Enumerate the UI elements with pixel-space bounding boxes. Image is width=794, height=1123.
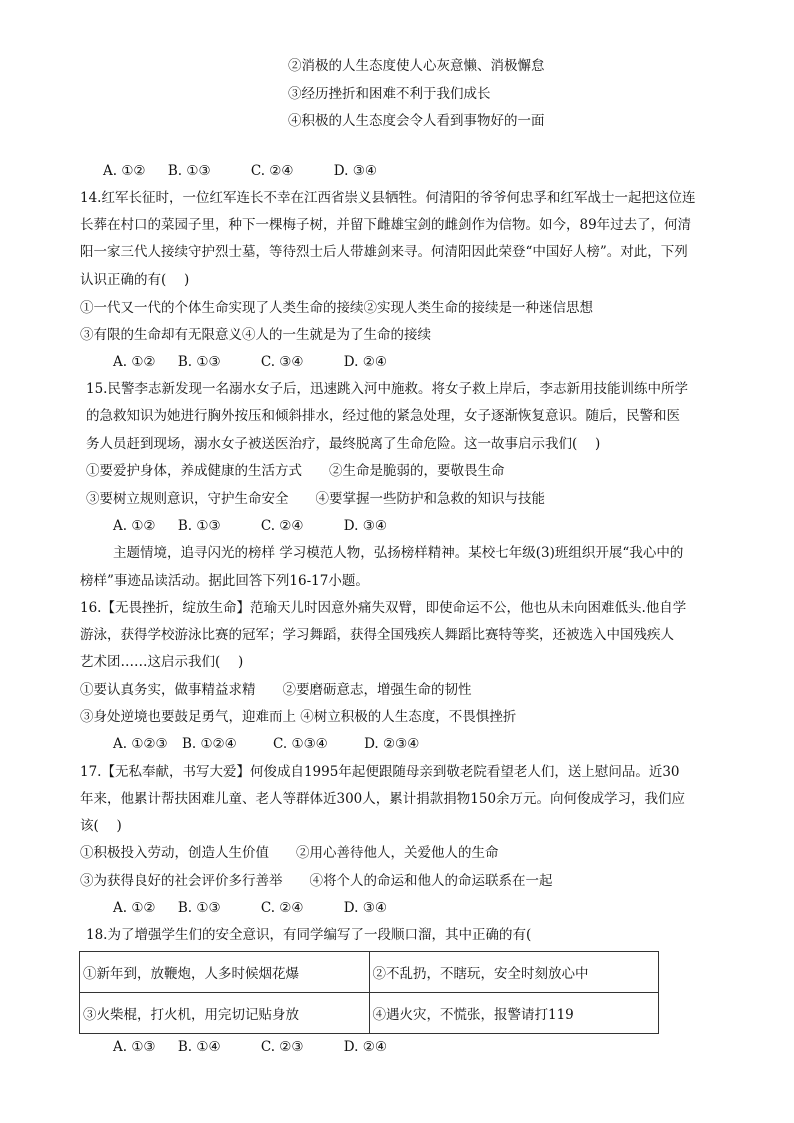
table-cell: ③火柴棍，打火机，用完切记贴身放 xyxy=(80,993,370,1034)
q18-rhyme-table xyxy=(79,951,659,1034)
q18-option-c[interactable]: C. ②③ xyxy=(260,1039,304,1055)
table-row xyxy=(80,952,659,993)
q14-option-c[interactable]: C. ③④ xyxy=(260,354,304,370)
q13-option-d[interactable]: D. ③④ xyxy=(333,163,377,179)
q17-stem-line: 年来，他累计帮扶困难儿童、老人等群体近300人，累计捐款捐物150余万元。向何俊成学习，我们应 xyxy=(80,791,686,807)
q13-item-3: ③经历挫折和困难不利于我们成长 xyxy=(288,86,491,102)
q16-option-d[interactable]: D. ②③④ xyxy=(364,736,420,752)
q16-item: ①要认真务实，做事精益求精 ②要磨砺意志，增强生命的韧性 xyxy=(80,682,472,698)
q13-option-a[interactable]: A. ①② xyxy=(103,163,146,179)
q17-item: ①积极投入劳动，创造人生价值 ②用心善待他人，关爱他人的生命 xyxy=(80,845,499,861)
q14-item: ①一代又一代的个体生命实现了人类生命的接续②实现人类生命的接续是一种迷信思想 xyxy=(80,300,593,316)
q15-item: ①要爱护身体，养成健康的生活方式 ②生命是脆弱的，要敬畏生命 xyxy=(86,463,505,479)
q17-option-b[interactable]: B. ①③ xyxy=(177,900,221,916)
q17-options xyxy=(113,898,405,918)
q18-option-b[interactable]: B. ①④ xyxy=(177,1039,221,1055)
q13-option-b[interactable]: B. ①③ xyxy=(167,163,211,179)
q15-item: ③要树立规则意识，守护生命安全 ④要掌握一些防护和急救的知识与技能 xyxy=(86,491,545,507)
theme-line: 榜样”事迹品读活动。据此回答下列16-17小题。 xyxy=(80,573,369,589)
q13-options xyxy=(103,161,395,181)
theme-line: 主题情境，追寻闪光的榜样 学习模范人物，弘扬榜样精神。某校七年级(3)班组织开展“我心中的 xyxy=(113,545,684,561)
q14-stem-line: 长葬在村口的菜园子里，种下一棵梅子树，并留下雌雄宝剑的雌剑作为信物。如今，89年过去了，何清 xyxy=(80,217,692,233)
q15-stem-line: 15.民警李志新发现一名溺水女子后，迅速跳入河中施救。将女子救上岸后，李志新用技能训练中所学 xyxy=(86,381,688,397)
q17-option-a[interactable]: A. ①② xyxy=(113,900,156,916)
q17-option-c[interactable]: C. ②④ xyxy=(260,900,304,916)
q15-option-a[interactable]: A. ①② xyxy=(113,518,156,534)
q15-stem-line: 务人员赶到现场，溺水女子被送医治疗，最终脱离了生命危险。这一故事启示我们( ) xyxy=(86,436,601,452)
q16-option-c[interactable]: C. ①③④ xyxy=(273,736,328,752)
q18-option-a[interactable]: A. ①③ xyxy=(113,1039,156,1055)
q16-item: ③身处逆境也要鼓足勇气，迎难而上 ④树立积极的人生态度，不畏惧挫折 xyxy=(80,709,517,725)
q16-option-b[interactable]: B. ①②④ xyxy=(181,736,237,752)
q17-stem-line: 17.【无私奉献，书写大爱】何俊成自1995年起便跟随母亲到敬老院看望老人们，送上慰问品。近30 xyxy=(80,764,680,780)
q15-option-d[interactable]: D. ③④ xyxy=(343,518,387,534)
q14-stem-line: 认识正确的有( ) xyxy=(80,272,190,288)
q16-stem-line: 游泳，获得学校游泳比赛的冠军；学习舞蹈，获得全国残疾人舞蹈比赛特等奖，还被选入中国残疾人 xyxy=(80,627,674,643)
q13-item-2: ②消极的人生态度使人心灰意懒、消极懈怠 xyxy=(288,58,545,74)
q17-stem-line: 该( ) xyxy=(80,818,122,834)
q18-stem: 18.为了增强学生们的安全意识，有同学编写了一段顺口溜，其中正确的有( xyxy=(86,927,532,943)
q16-option-a[interactable]: A. ①②③ xyxy=(113,736,168,752)
q14-option-a[interactable]: A. ①② xyxy=(113,354,156,370)
q17-option-d[interactable]: D. ③④ xyxy=(343,900,387,916)
q14-item: ③有限的生命却有无限意义④人的一生就是为了生命的接续 xyxy=(80,327,431,343)
table-cell: ①新年到，放鞭炮，人多时候烟花爆 xyxy=(80,952,370,993)
q14-stem-line: 14.红军长征时，一位红军连长不幸在江西省崇义县牺牲。何清阳的爷爷何忠孚和红军战士一起把这位连 xyxy=(80,190,696,206)
q17-item: ③为获得良好的社会评价多行善举 ④将个人的命运和他人的命运联系在一起 xyxy=(80,873,553,889)
q14-stem-line: 阳一家三代人接续守护烈士墓，等待烈士后人带雄剑来寻。何清阳因此荣登“中国好人榜”。对此，下列 xyxy=(80,244,688,260)
q13-item-4: ④积极的人生态度会令人看到事物好的一面 xyxy=(288,113,545,129)
table-cell: ②不乱扔，不瞎玩，安全时刻放心中 xyxy=(369,952,659,993)
q16-stem-line: 艺术团……这启示我们( ) xyxy=(80,654,244,670)
q16-options xyxy=(113,734,437,754)
q15-stem-line: 的急救知识为她进行胸外按压和倾斜排水，经过他的紧急处理，女子逐渐恢复意识。随后，民警和医 xyxy=(86,408,680,424)
q15-option-c[interactable]: C. ②④ xyxy=(260,518,304,534)
q16-stem-line: 16.【无畏挫折，绽放生命】范瑜天儿时因意外痛失双臂，即使命运不公，他也从未向困难低头.他自学 xyxy=(80,600,687,616)
q15-option-b[interactable]: B. ①③ xyxy=(177,518,221,534)
q13-option-c[interactable]: C. ②④ xyxy=(250,163,294,179)
q14-option-b[interactable]: B. ①③ xyxy=(177,354,221,370)
q18-option-d[interactable]: D. ②④ xyxy=(343,1039,387,1055)
q14-option-d[interactable]: D. ②④ xyxy=(343,354,387,370)
q18-options xyxy=(113,1037,405,1057)
q15-options xyxy=(113,516,405,536)
table-cell: ④遇火灾，不慌张，报警请打119 xyxy=(369,993,659,1034)
q14-options xyxy=(113,352,405,372)
table-row xyxy=(80,993,659,1034)
